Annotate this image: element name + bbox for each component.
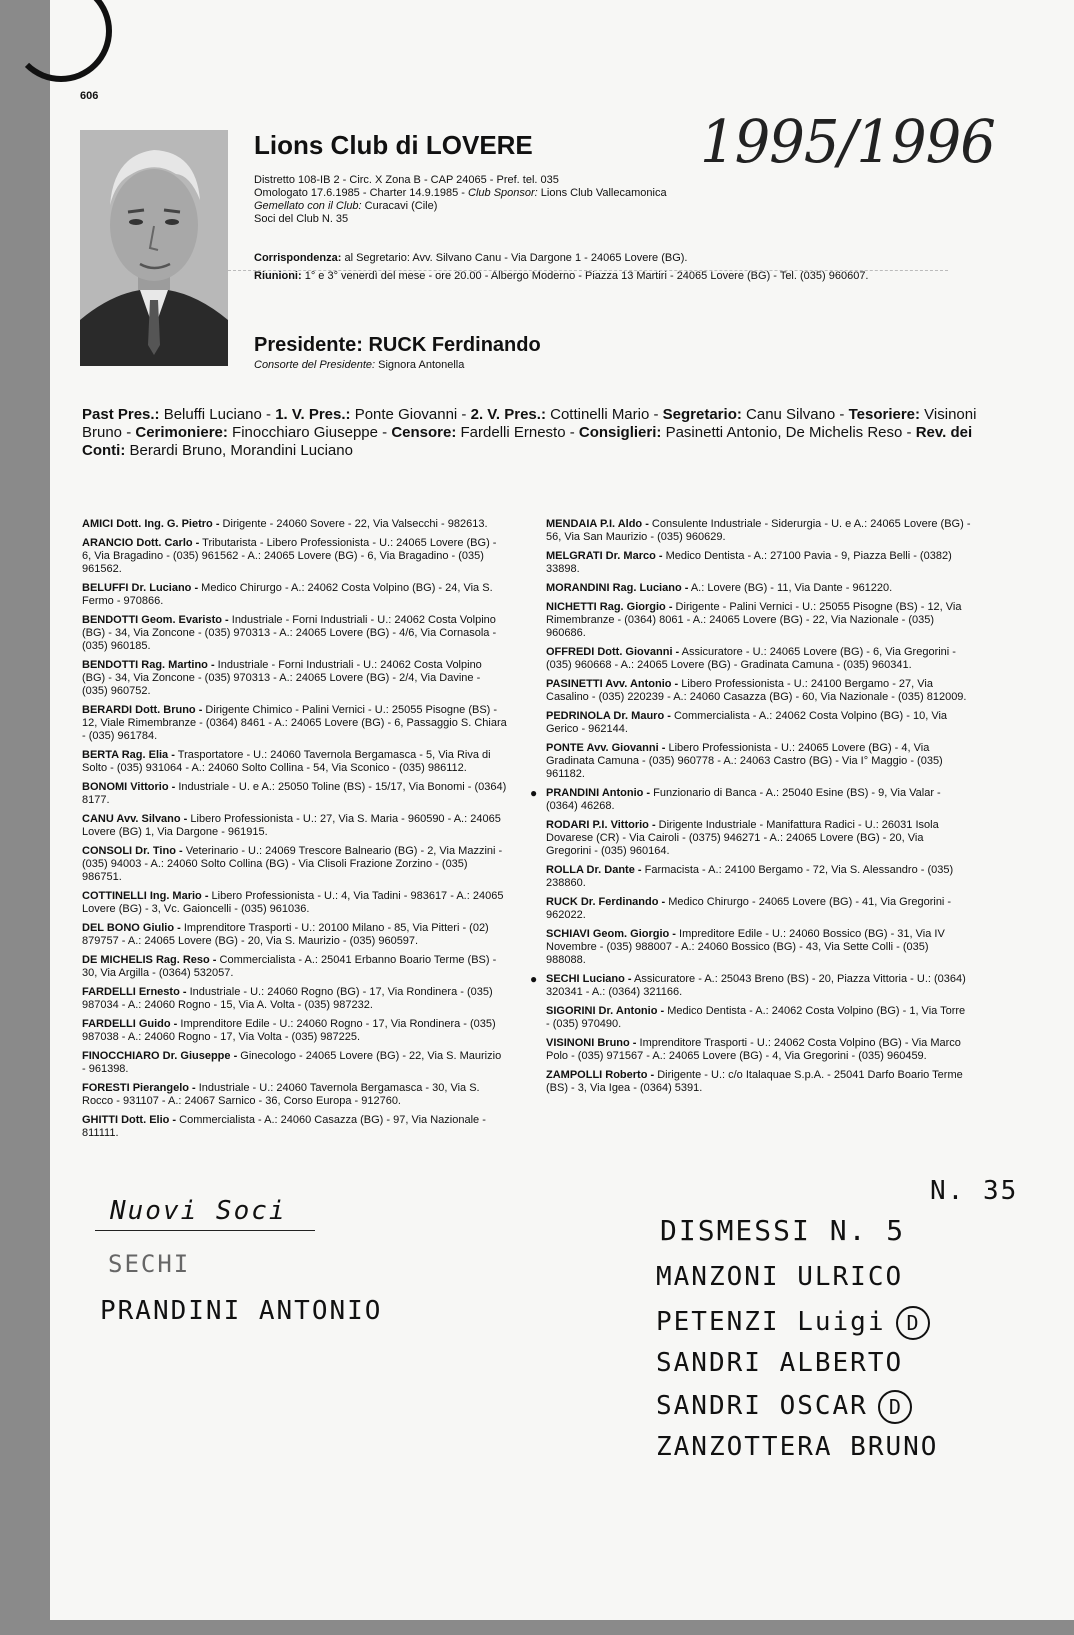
- member-entry: [82, 813, 507, 839]
- member-entry: [82, 704, 507, 743]
- correspondence-line: [254, 252, 688, 265]
- member-entry: [82, 845, 507, 884]
- officer-name: Berardi Bruno, Morandini Luciano: [125, 442, 353, 459]
- officer-name: Ponte Giovanni -: [350, 406, 471, 423]
- dismissed-name-text: SANDRI ALBERTO: [656, 1348, 904, 1378]
- member-name: SECHI Luciano -: [546, 973, 632, 985]
- handwritten-underline: [95, 1230, 315, 1231]
- president-name: Presidente: RUCK Ferdinando: [254, 334, 541, 356]
- dismissed-name-text: MANZONI ULRICO: [656, 1262, 904, 1292]
- member-entry: [82, 1114, 507, 1140]
- twin-name: Curacavi (Cile): [361, 200, 438, 212]
- member-name: SCHIAVI Geom. Giorgio -: [546, 928, 676, 940]
- member-name: CONSOLI Dr. Tino -: [82, 845, 183, 857]
- member-name: BERARDI Dott. Bruno -: [82, 704, 203, 716]
- member-name: GHITTI Dott. Elio -: [82, 1114, 177, 1126]
- member-entry: [546, 601, 971, 640]
- member-entry: [82, 1018, 507, 1044]
- member-entry: [546, 864, 971, 890]
- member-name: BERTA Rag. Elia -: [82, 749, 175, 761]
- member-details: Medico Chirurgo - 24065 Lovere (BG) - 41, Via Gregorini - 962022.: [546, 896, 952, 921]
- dismissed-name-text: ZANZOTTERA BRUNO: [656, 1432, 939, 1462]
- officer-role: Cerimoniere:: [135, 424, 228, 441]
- members-column-left: [82, 518, 507, 1146]
- officer-role: 2. V. Pres.:: [470, 406, 546, 423]
- member-details: Dirigente Chimico - Palini Vernici - U.: 25055 Pisogne (BS) - 12, Viale Rimembranze - (0364) 8461 - A.: 24065 Lovere (BG) - 6, Passaggio S. Chiara - (035) 961784.: [82, 704, 507, 742]
- sponsor-name: Lions Club Vallecamonica: [537, 187, 667, 199]
- correspondence-text: al Segretario: Avv. Silvano Canu - Via Dargone 1 - 24065 Lovere (BG).: [341, 252, 688, 264]
- circled-d-mark: D: [878, 1390, 912, 1424]
- handwritten-new-member-2: PRANDINI ANTONIO: [100, 1296, 383, 1326]
- consort-name: Signora Antonella: [375, 359, 465, 371]
- officer-name: Beluffi Luciano -: [159, 406, 276, 423]
- member-entry: [530, 786, 971, 813]
- member-details: Dirigente - Palini Vernici - U.: 25055 Pisogne (BS) - 12, Via Rimembranze - (0364) 8061 - A.: 24065 Lovere (BG) - 22, Via Nazionale - (035) 960686.: [546, 601, 962, 639]
- member-entry: [546, 710, 971, 736]
- handwritten-new-members-heading: Nuovi Soci: [110, 1196, 287, 1226]
- member-entry: [82, 986, 507, 1012]
- member-details: Imprenditore Edile - U.: 24060 Rogno - 17, Via Rondinera - (035) 987038 - A.: 24060 Rogno - 17, Via Volta - (035) 987225.: [82, 1018, 496, 1043]
- officer-role: 1. V. Pres.:: [275, 406, 351, 423]
- member-details: Tributarista - Libero Professionista - U.: 24065 Lovere (BG) - 6, Via Bragadino - (035) 961562 - A.: 24065 Lovere (BG) - 6, Via Bragadino - (035) 961562.: [82, 537, 497, 575]
- member-entry: [82, 749, 507, 775]
- officer-name: Cottinelli Mario -: [545, 406, 663, 423]
- member-details: Consulente Industriale - Siderurgia - U. e A.: 24065 Lovere (BG) - 56, Via San Maurizio - (035) 960629.: [546, 518, 971, 543]
- member-name: BELUFFI Dr. Luciano -: [82, 582, 199, 594]
- handwritten-dismissed-name: [656, 1390, 912, 1424]
- member-details: A.: Lovere (BG) - 11, Via Dante - 961220.: [688, 582, 893, 594]
- handwritten-dismissed-name: [656, 1348, 903, 1378]
- member-details: Ginecologo - 24065 Lovere (BG) - 22, Via S. Maurizio - 961398.: [82, 1050, 502, 1075]
- member-details: Libero Professionista - U.: 24100 Bergamo - 27, Via Casalino - (035) 220239 - A.: 24060 Casazza (BG) - 60, Via Nazionale - (035) 812009.: [546, 678, 967, 703]
- member-details: Imprenditore Trasporti - U.: 20100 Milano - 85, Via Pitteri - (02) 879757 - A.: 24065 Lovere (BG) - 20, Via S. Maurizio - (035) 960597.: [82, 922, 489, 947]
- member-entry: [546, 896, 971, 922]
- member-name: BENDOTTI Geom. Evaristo -: [82, 614, 229, 626]
- handwritten-new-member-1: SECHI: [108, 1250, 191, 1278]
- member-name: ZAMPOLLI Roberto -: [546, 1069, 655, 1081]
- member-name: MORANDINI Rag. Luciano -: [546, 582, 689, 594]
- member-entry: [546, 582, 971, 595]
- member-details: Farmacista - A.: 24100 Bergamo - 72, Via S. Alessandro - (035) 238860.: [546, 864, 954, 889]
- member-details: Dirigente Industriale - Manifattura Radici - U.: 26031 Isola Dovarese (CR) - Via Cairoli - (0375) 946271 - A.: 24065 Lovere (BG) - 20, Via Gregorini - (035) 960164.: [546, 819, 939, 857]
- president-portrait: [80, 130, 228, 366]
- officer-role: Censore:: [391, 424, 457, 441]
- officer-name: Canu Silvano -: [741, 406, 849, 423]
- twin-club-line: [254, 200, 437, 213]
- officer-role: Segretario:: [662, 406, 742, 423]
- member-name: DE MICHELIS Rag. Reso -: [82, 954, 217, 966]
- member-name: ARANCIO Dott. Carlo -: [82, 537, 200, 549]
- member-count-line: Soci del Club N. 35: [254, 213, 349, 225]
- member-entry: [546, 1069, 971, 1095]
- member-entry: [546, 678, 971, 704]
- binding-mark: [50, 0, 106, 80]
- members-column-right: [530, 518, 971, 1101]
- member-entry: [82, 922, 507, 948]
- member-entry: [546, 742, 971, 781]
- twin-label: Gemellato con il Club:: [254, 200, 362, 212]
- officer-role: Rev. dei Conti:: [82, 424, 973, 459]
- meetings-text: 1° e 3° venerdì del mese - ore 20.00 - Albergo Moderno - Piazza 13 Martiri - 24065 Lovere (BG) - Tel. (035) 960607.: [301, 270, 869, 282]
- member-name: MENDAIA P.I. Aldo -: [546, 518, 649, 530]
- consort-line: [254, 359, 464, 371]
- member-name: COTTINELLI Ing. Mario -: [82, 890, 209, 902]
- officer-role: Consiglieri:: [578, 424, 662, 441]
- member-entry: [82, 537, 507, 576]
- member-entry: [82, 659, 507, 698]
- member-name: MELGRATI Dr. Marco -: [546, 550, 663, 562]
- handwritten-member-count: N. 35: [930, 1176, 1019, 1206]
- handwritten-dot-mark: ●: [530, 972, 538, 986]
- member-details: Trasportatore - U.: 24060 Tavernola Bergamasca - 5, Via Riva di Solto - (035) 931064 - A.: 24060 Solto Collina - 54, Via Sconico - (035) 986112.: [82, 749, 491, 774]
- handwritten-dismissed-name: [656, 1306, 930, 1340]
- member-entry: [546, 1037, 971, 1063]
- charter-text: Omologato 17.6.1985 - Charter 14.9.1985 -: [254, 187, 469, 199]
- member-name: BONOMI Vittorio -: [82, 781, 176, 793]
- officer-role: Tesoriere:: [848, 406, 921, 423]
- member-name: PONTE Avv. Giovanni -: [546, 742, 666, 754]
- member-entry: [82, 1050, 507, 1076]
- member-name: NICHETTI Rag. Giorgio -: [546, 601, 673, 613]
- member-name: FARDELLI Guido -: [82, 1018, 178, 1030]
- member-details: Libero Professionista - U.: 27, Via S. Maria - 960590 - A.: 24065 Lovere (BG) 1, Via Dargone - 961915.: [82, 813, 501, 838]
- dismissed-name-text: PETENZI Luigi: [656, 1307, 886, 1337]
- member-details: Medico Dentista - A.: 24062 Costa Volpino (BG) - 1, Via Torre - (035) 970490.: [546, 1005, 966, 1030]
- member-details: Industriale - U.: 24060 Tavernola Bergamasca - 30, Via S. Rocco - 931107 - A.: 24067 Sarnico - 36, Corso Europa - 912760.: [82, 1082, 480, 1107]
- member-details: Medico Chirurgo - A.: 24062 Costa Volpino (BG) - 24, Via S. Fermo - 970866.: [82, 582, 493, 607]
- member-details: Commercialista - A.: 24062 Costa Volpino (BG) - 10, Via Gerico - 962144.: [546, 710, 948, 735]
- officers-list: [82, 406, 982, 460]
- member-details: Libero Professionista - U.: 24065 Lovere (BG) - 4, Via Gradinata Camuna - (035) 960778 - A.: 24063 Castro (BG) - Via I° Maggio - (035) 961182.: [546, 742, 943, 780]
- member-entry: [530, 972, 971, 999]
- member-name: VISINONI Bruno -: [546, 1037, 637, 1049]
- member-name: PASINETTI Avv. Antonio -: [546, 678, 679, 690]
- page-number: 606: [80, 90, 99, 102]
- dismissed-name-text: SANDRI OSCAR: [656, 1391, 868, 1421]
- member-details: Dirigente - 24060 Sovere - 22, Via Valsecchi - 982613.: [219, 518, 488, 530]
- member-name: SIGORINI Dr. Antonio -: [546, 1005, 665, 1017]
- handwritten-dot-mark: ●: [530, 786, 538, 800]
- sponsor-label: Club Sponsor:: [468, 187, 538, 199]
- member-details: Funzionario di Banca - A.: 25040 Esine (BS) - 9, Via Valar - (0364) 46268.: [546, 787, 941, 812]
- member-name: BENDOTTI Rag. Martino -: [82, 659, 215, 671]
- member-details: Assicuratore - U.: 24065 Lovere (BG) - 6, Via Gregorini - (035) 960668 - A.: 24065 Lovere (BG) - Gradinata Camuna - (035) 960341.: [546, 646, 956, 671]
- officer-name: Fardelli Ernesto -: [456, 424, 579, 441]
- member-entry: [82, 518, 507, 531]
- member-details: Industriale - Forni Industriali - U.: 24062 Costa Volpino (BG) - 34, Via Zoncone - (035) 970313 - A.: 24065 Lovere (BG) - 4/6, Via Cornasola - (035) 960185.: [82, 614, 497, 652]
- meetings-label: Riunioni:: [254, 270, 302, 282]
- consort-label: Consorte del Presidente:: [254, 359, 376, 371]
- officer-name: Visinoni Bruno -: [82, 406, 977, 441]
- member-details: Assicuratore - A.: 25043 Breno (BS) - 20, Piazza Vittoria - U.: (0364) 320341 - A.: (0364) 321166.: [546, 973, 966, 998]
- member-name: RODARI P.I. Vittorio -: [546, 819, 656, 831]
- member-entry: [82, 1082, 507, 1108]
- circled-d-mark: D: [896, 1306, 930, 1340]
- officer-name: Finocchiaro Giuseppe -: [227, 424, 392, 441]
- member-name: AMICI Dott. Ing. G. Pietro -: [82, 518, 220, 530]
- member-entry: [82, 954, 507, 980]
- charter-line: [254, 187, 667, 200]
- club-title: Lions Club di LOVERE: [254, 130, 533, 160]
- meetings-line: [254, 270, 869, 283]
- member-details: Medico Dentista - A.: 27100 Pavia - 9, Piazza Belli - (0382) 33898.: [546, 550, 952, 575]
- member-entry: [546, 518, 971, 544]
- member-name: RUCK Dr. Ferdinando -: [546, 896, 666, 908]
- member-details: Imprenditore Trasporti - U.: 24062 Costa Volpino (BG) - Via Marco Polo - (035) 971567 - A.: 24065 Lovere (BG) - 4, Via Gregorini - (035) 960459.: [546, 1037, 961, 1062]
- member-entry: [546, 646, 971, 672]
- member-details: Impreditore Edile - U.: 24060 Bossico (BG) - 31, Via IV Novembre - (035) 988007 - A.: 24060 Bossico (BG) - 43, Via Sette Colli - (035) 988088.: [546, 928, 945, 966]
- member-details: Industriale - U.: 24060 Rogno (BG) - 17, Via Rondinera - (035) 987034 - A.: 24060 Rogno - 15, Via A. Volta - (035) 987232.: [82, 986, 493, 1011]
- correspondence-label: Corrispondenza:: [254, 252, 342, 264]
- handwritten-year: 1995/1996: [700, 108, 995, 177]
- district-line: Distretto 108-IB 2 - Circ. X Zona B - CAP 24065 - Pref. tel. 035: [254, 174, 559, 186]
- member-details: Libero Professionista - U.: 4, Via Tadini - 983617 - A.: 24065 Lovere (BG) - 3, Vc. Gaioncelli - (035) 961036.: [82, 890, 504, 915]
- member-name: OFFREDI Dott. Giovanni -: [546, 646, 680, 658]
- member-entry: [546, 928, 971, 967]
- member-details: Industriale - Forni Industriali - U.: 24062 Costa Volpino (BG) - 34, Via Zoncone - (035) 970313 - A.: 24065 Lovere (BG) - 2/4, Via Davine - (035) 960752.: [82, 659, 482, 697]
- member-details: Veterinario - U.: 24069 Trescore Balneario (BG) - 2, Via Mazzini - (035) 94003 - A.: 24060 Solto Collina (BG) - Via Clisoli Frazione Zorzino - (035) 986751.: [82, 845, 503, 883]
- member-name: CANU Avv. Silvano -: [82, 813, 188, 825]
- member-name: FARDELLI Ernesto -: [82, 986, 187, 998]
- officer-name: Pasinetti Antonio, De Michelis Reso -: [661, 424, 916, 441]
- handwritten-dismissed-heading: DISMESSI N. 5: [660, 1214, 906, 1247]
- member-details: Dirigente - U.: c/o Italaquae S.p.A. - 25041 Darfo Boario Terme (BS) - 3, Via Igea - (0364) 5391.: [546, 1069, 963, 1094]
- member-name: ROLLA Dr. Dante -: [546, 864, 642, 876]
- handwritten-dismissed-name: [656, 1262, 903, 1292]
- member-entry: [546, 819, 971, 858]
- member-entry: [546, 1005, 971, 1031]
- member-name: PEDRINOLA Dr. Mauro -: [546, 710, 671, 722]
- member-details: Commercialista - A.: 25041 Erbanno Boario Terme (BS) - 30, Via Argilla - (0364) 532057.: [82, 954, 497, 979]
- member-name: PRANDINI Antonio -: [546, 787, 651, 799]
- member-entry: [82, 890, 507, 916]
- member-name: FORESTI Pierangelo -: [82, 1082, 196, 1094]
- member-entry: [546, 550, 971, 576]
- officer-role: Past Pres.:: [82, 406, 160, 423]
- member-entry: [82, 582, 507, 608]
- member-entry: [82, 614, 507, 653]
- member-entry: [82, 781, 507, 807]
- member-details: Commercialista - A.: 24060 Casazza (BG) - 97, Via Nazionale - 811111.: [82, 1114, 486, 1139]
- member-name: DEL BONO Giulio -: [82, 922, 181, 934]
- handwritten-dismissed-name: [656, 1432, 938, 1462]
- member-name: FINOCCHIARO Dr. Giuseppe -: [82, 1050, 238, 1062]
- member-details: Industriale - U. e A.: 25050 Toline (BS) - 15/17, Via Bonomi - (0364) 8177.: [82, 781, 507, 806]
